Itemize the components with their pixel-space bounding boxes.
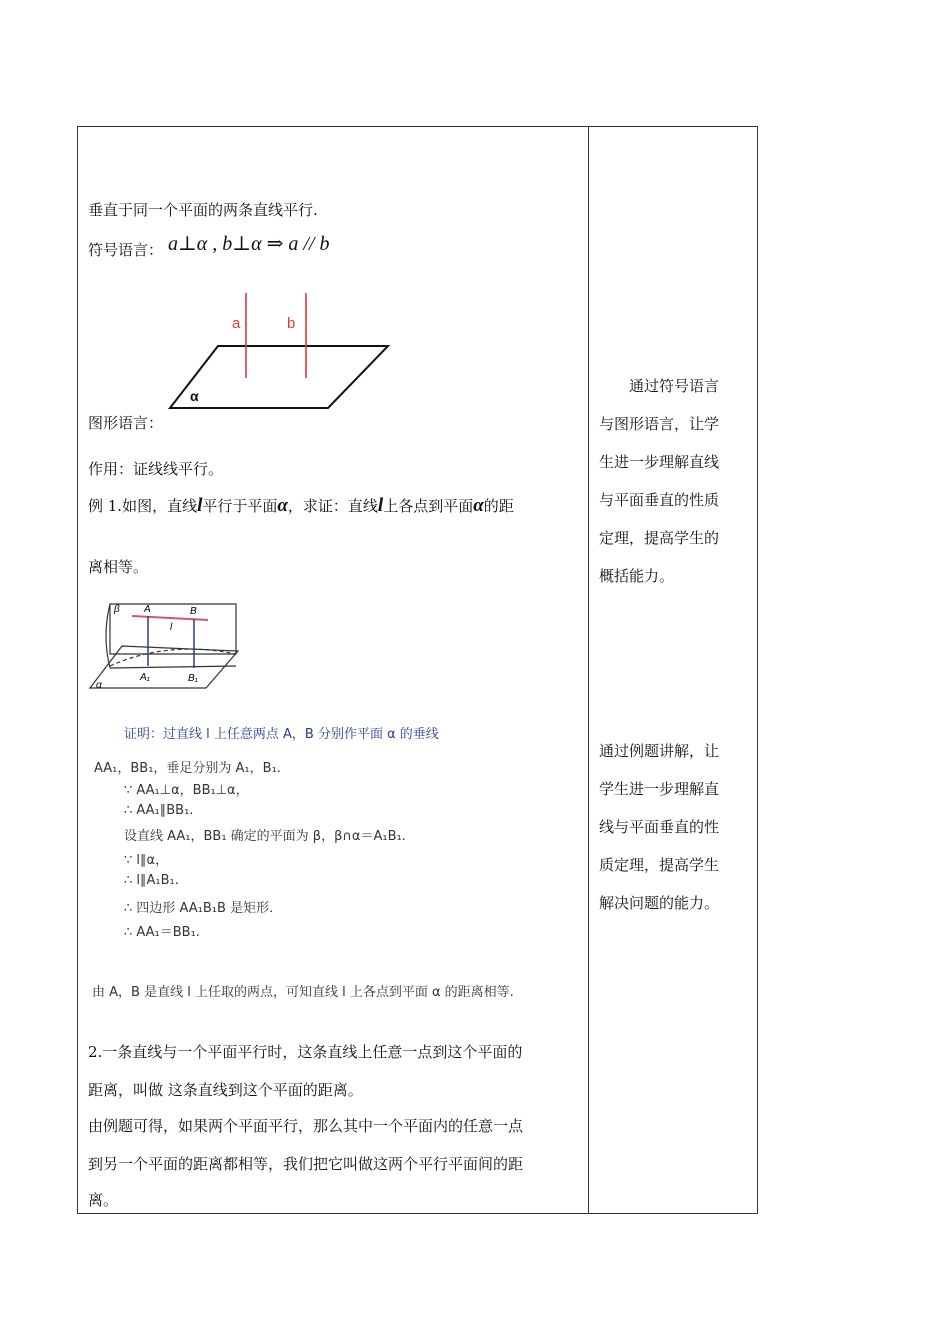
example1-line1: 例 1.如图，直线l平行于平面α，求证：直线l上各点到平面α的距 — [88, 495, 514, 516]
plane-label: α — [190, 388, 199, 404]
example1-line2: 离相等。 — [88, 558, 149, 576]
proof-line: 设直线 AA₁，BB₁ 确定的平面为 β，β∩α＝A₁B₁. — [124, 829, 406, 844]
figure-label: 图形语言： — [88, 414, 164, 432]
proof-line: ∴ AA₁＝BB₁. — [124, 925, 200, 940]
line-a-label: a — [232, 315, 241, 332]
svg-text:l: l — [170, 622, 173, 633]
svg-text:β: β — [114, 604, 120, 615]
proof-line: ∵ AA₁⊥α，BB₁⊥α， — [124, 783, 249, 798]
section2-line4: 到另一个平面的距离都相等，我们把它叫做这两个平行平面间的距 — [88, 1155, 524, 1173]
symbol-expression: a⊥α , b⊥α ⇒ a // b — [168, 233, 330, 255]
section2-line2: 距离，叫做 这条直线到这个平面的距离。 — [88, 1081, 363, 1099]
line-b-label: b — [287, 315, 296, 332]
svg-text:α: α — [96, 680, 102, 691]
svg-text:A₁: A₁ — [140, 672, 150, 683]
var-alpha: α — [277, 495, 288, 516]
theorem-statement: 垂直于同一个平面的两条直线平行. — [88, 201, 318, 219]
proof-line: 证明：过直线 l 上任意两点 A，B 分别作平面 α 的垂线 — [124, 727, 439, 742]
teaching-note-2: 通过例题讲解，让 学生进一步理解直 线与平面垂直的性 质定理，提高学生 解决问题的能力。 — [599, 742, 720, 912]
proof-line: ∴ l∥A₁B₁. — [124, 873, 179, 888]
var-l: l — [197, 495, 203, 516]
svg-text:A: A — [144, 604, 151, 615]
column-divider — [588, 126, 589, 1214]
svg-text:B₁: B₁ — [188, 673, 198, 684]
symbol-label: 符号语言： — [88, 241, 164, 259]
proof-block — [88, 715, 563, 1005]
proof-line: AA₁，BB₁，垂足分别为 A₁，B₁. — [94, 761, 281, 776]
perpendicular-lines-figure — [160, 288, 400, 418]
example1-figure — [88, 596, 248, 696]
proof-line: ∴ 四边形 AA₁B₁B 是矩形. — [124, 901, 274, 916]
teaching-note-1: 通过符号语言 与图形语言，让学 生进一步理解直线 与平面垂直的性质 定理，提高学生的 概括能力。 — [599, 377, 720, 585]
section2-line1: 2.一条直线与一个平面平行时，这条直线上任意一点到这个平面的 — [88, 1043, 523, 1061]
svg-text:B: B — [190, 606, 197, 617]
plane-shape — [170, 346, 388, 408]
proof-line: ∵ l∥α， — [124, 853, 169, 868]
proof-line: ∴ AA₁∥BB₁. — [124, 803, 194, 818]
proof-conclusion: 由 A，B 是直线 l 上任取的两点，可知直线 l 上各点到平面 α 的距离相等. — [92, 985, 514, 1000]
section2-line5: 离。 — [88, 1191, 119, 1209]
section2-line3: 由例题可得，如果两个平面平行，那么其中一个平面内的任意一点 — [88, 1117, 524, 1135]
usage-text: 作用：证线线平行。 — [88, 460, 224, 478]
